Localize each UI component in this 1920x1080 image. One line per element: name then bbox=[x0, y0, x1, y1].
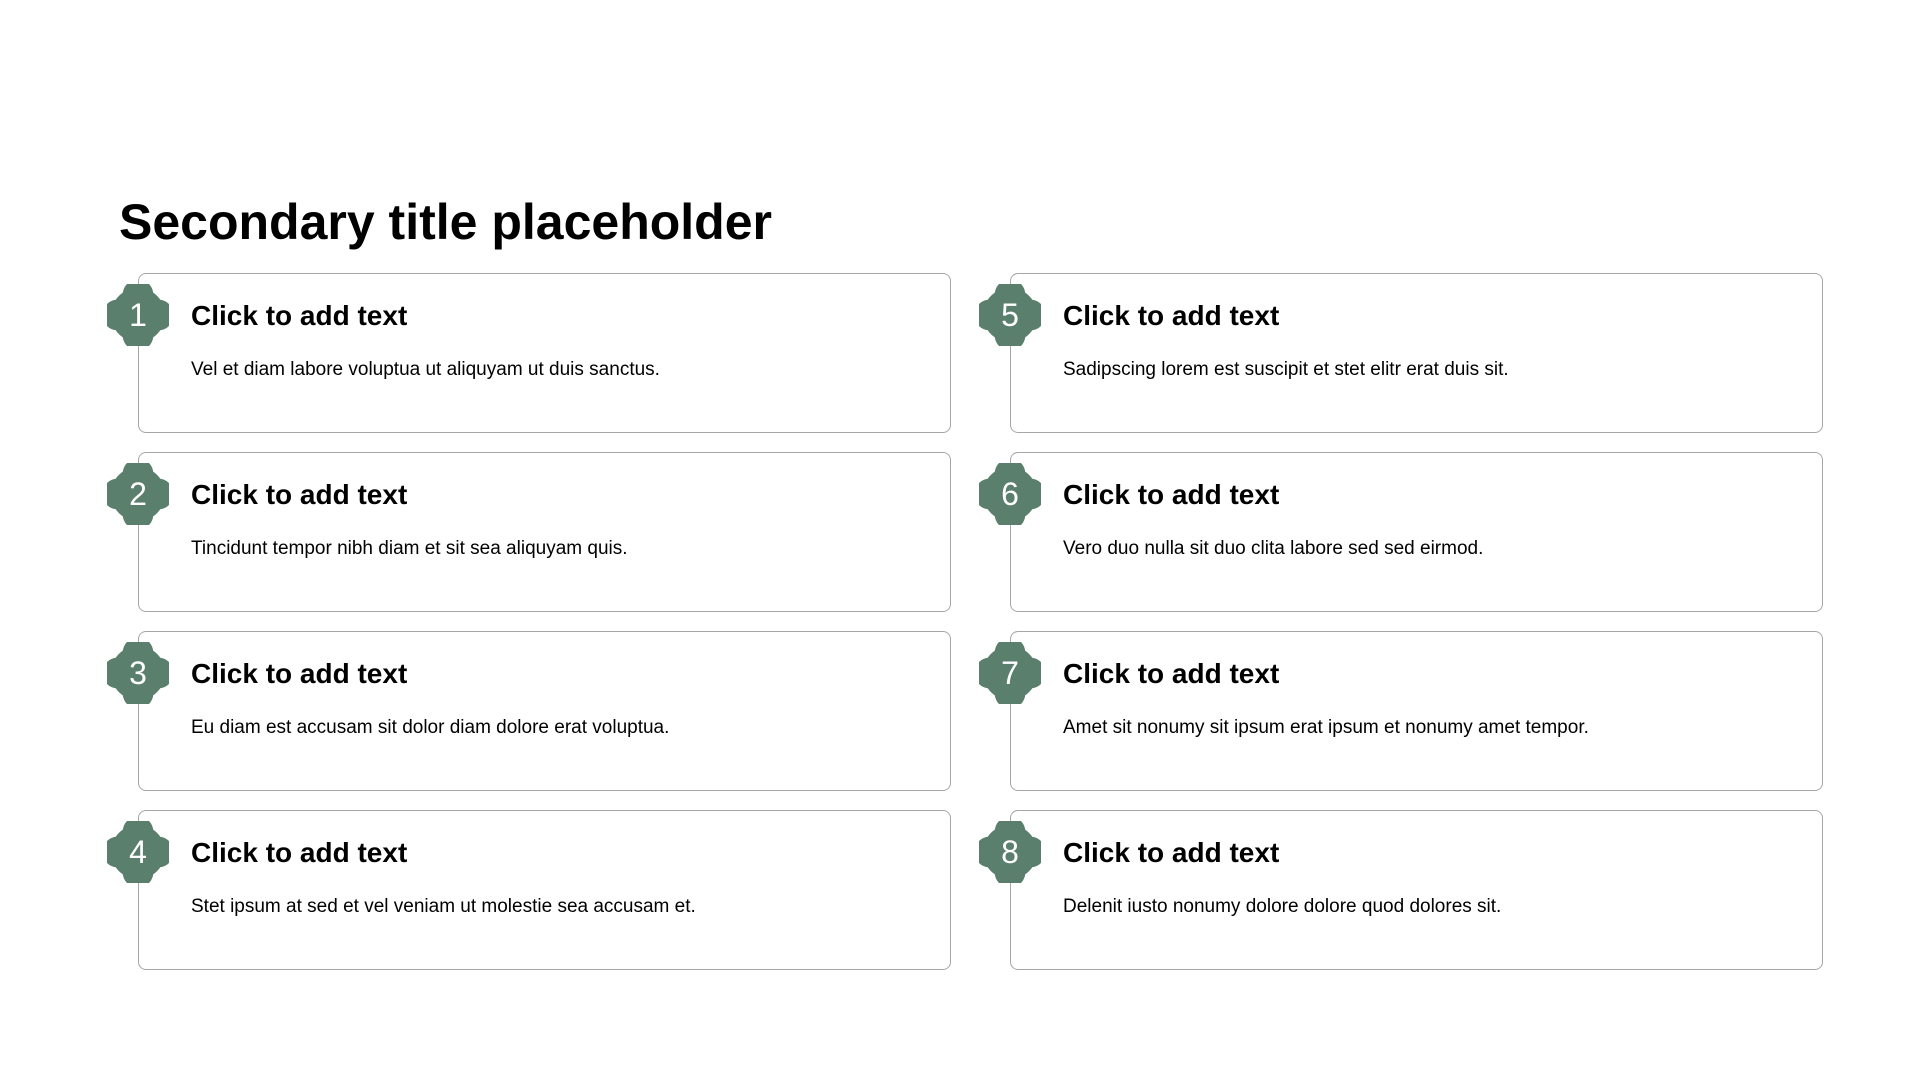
page-title[interactable]: Secondary title placeholder bbox=[119, 194, 772, 250]
badge-number: 2 bbox=[129, 476, 147, 512]
content-card-6[interactable] bbox=[1001, 452, 1823, 612]
content-card-7[interactable] bbox=[1001, 631, 1823, 791]
badge-number: 1 bbox=[129, 297, 147, 333]
badge-number: 7 bbox=[1001, 655, 1019, 691]
content-card-5[interactable] bbox=[1001, 273, 1823, 433]
card-heading[interactable]: Click to add text bbox=[191, 479, 408, 510]
card-heading[interactable]: Click to add text bbox=[1063, 300, 1280, 331]
content-card-3[interactable] bbox=[129, 631, 951, 791]
number-badge bbox=[105, 282, 171, 348]
badge-number: 8 bbox=[1001, 834, 1019, 870]
card-heading[interactable]: Click to add text bbox=[191, 658, 408, 689]
card-heading[interactable]: Click to add text bbox=[1063, 658, 1280, 689]
card-body-text[interactable]: Sadipscing lorem est suscipit et stet elitr erat duis sit. bbox=[1063, 359, 1509, 380]
badge-number: 5 bbox=[1001, 297, 1019, 333]
card-body-text[interactable]: Amet sit nonumy sit ipsum erat ipsum et nonumy amet tempor. bbox=[1063, 717, 1589, 738]
number-badge bbox=[105, 640, 171, 706]
number-badge bbox=[977, 819, 1043, 885]
number-badge bbox=[977, 282, 1043, 348]
card-heading[interactable]: Click to add text bbox=[191, 837, 408, 868]
number-badge bbox=[977, 461, 1043, 527]
card-heading[interactable]: Click to add text bbox=[1063, 479, 1280, 510]
content-card-1[interactable] bbox=[129, 273, 951, 433]
card-body-text[interactable]: Delenit iusto nonumy dolore dolore quod dolores sit. bbox=[1063, 896, 1502, 917]
badge-number: 4 bbox=[129, 834, 147, 870]
card-body-text[interactable]: Eu diam est accusam sit dolor diam dolore erat voluptua. bbox=[191, 717, 670, 738]
number-badge bbox=[105, 819, 171, 885]
card-body-text[interactable]: Stet ipsum at sed et vel veniam ut molestie sea accusam et. bbox=[191, 896, 696, 917]
badge-number: 6 bbox=[1001, 476, 1019, 512]
content-card-2[interactable] bbox=[129, 452, 951, 612]
card-body-text[interactable]: Vero duo nulla sit duo clita labore sed sed eirmod. bbox=[1063, 538, 1484, 559]
content-card-8[interactable] bbox=[1001, 810, 1823, 970]
number-badge bbox=[105, 461, 171, 527]
card-body-text[interactable]: Vel et diam labore voluptua ut aliquyam ut duis sanctus. bbox=[191, 359, 660, 380]
card-heading[interactable]: Click to add text bbox=[191, 300, 408, 331]
content-card-4[interactable] bbox=[129, 810, 951, 970]
number-badge bbox=[977, 640, 1043, 706]
badge-number: 3 bbox=[129, 655, 147, 691]
card-body-text[interactable]: Tincidunt tempor nibh diam et sit sea aliquyam quis. bbox=[191, 538, 628, 559]
card-heading[interactable]: Click to add text bbox=[1063, 837, 1280, 868]
